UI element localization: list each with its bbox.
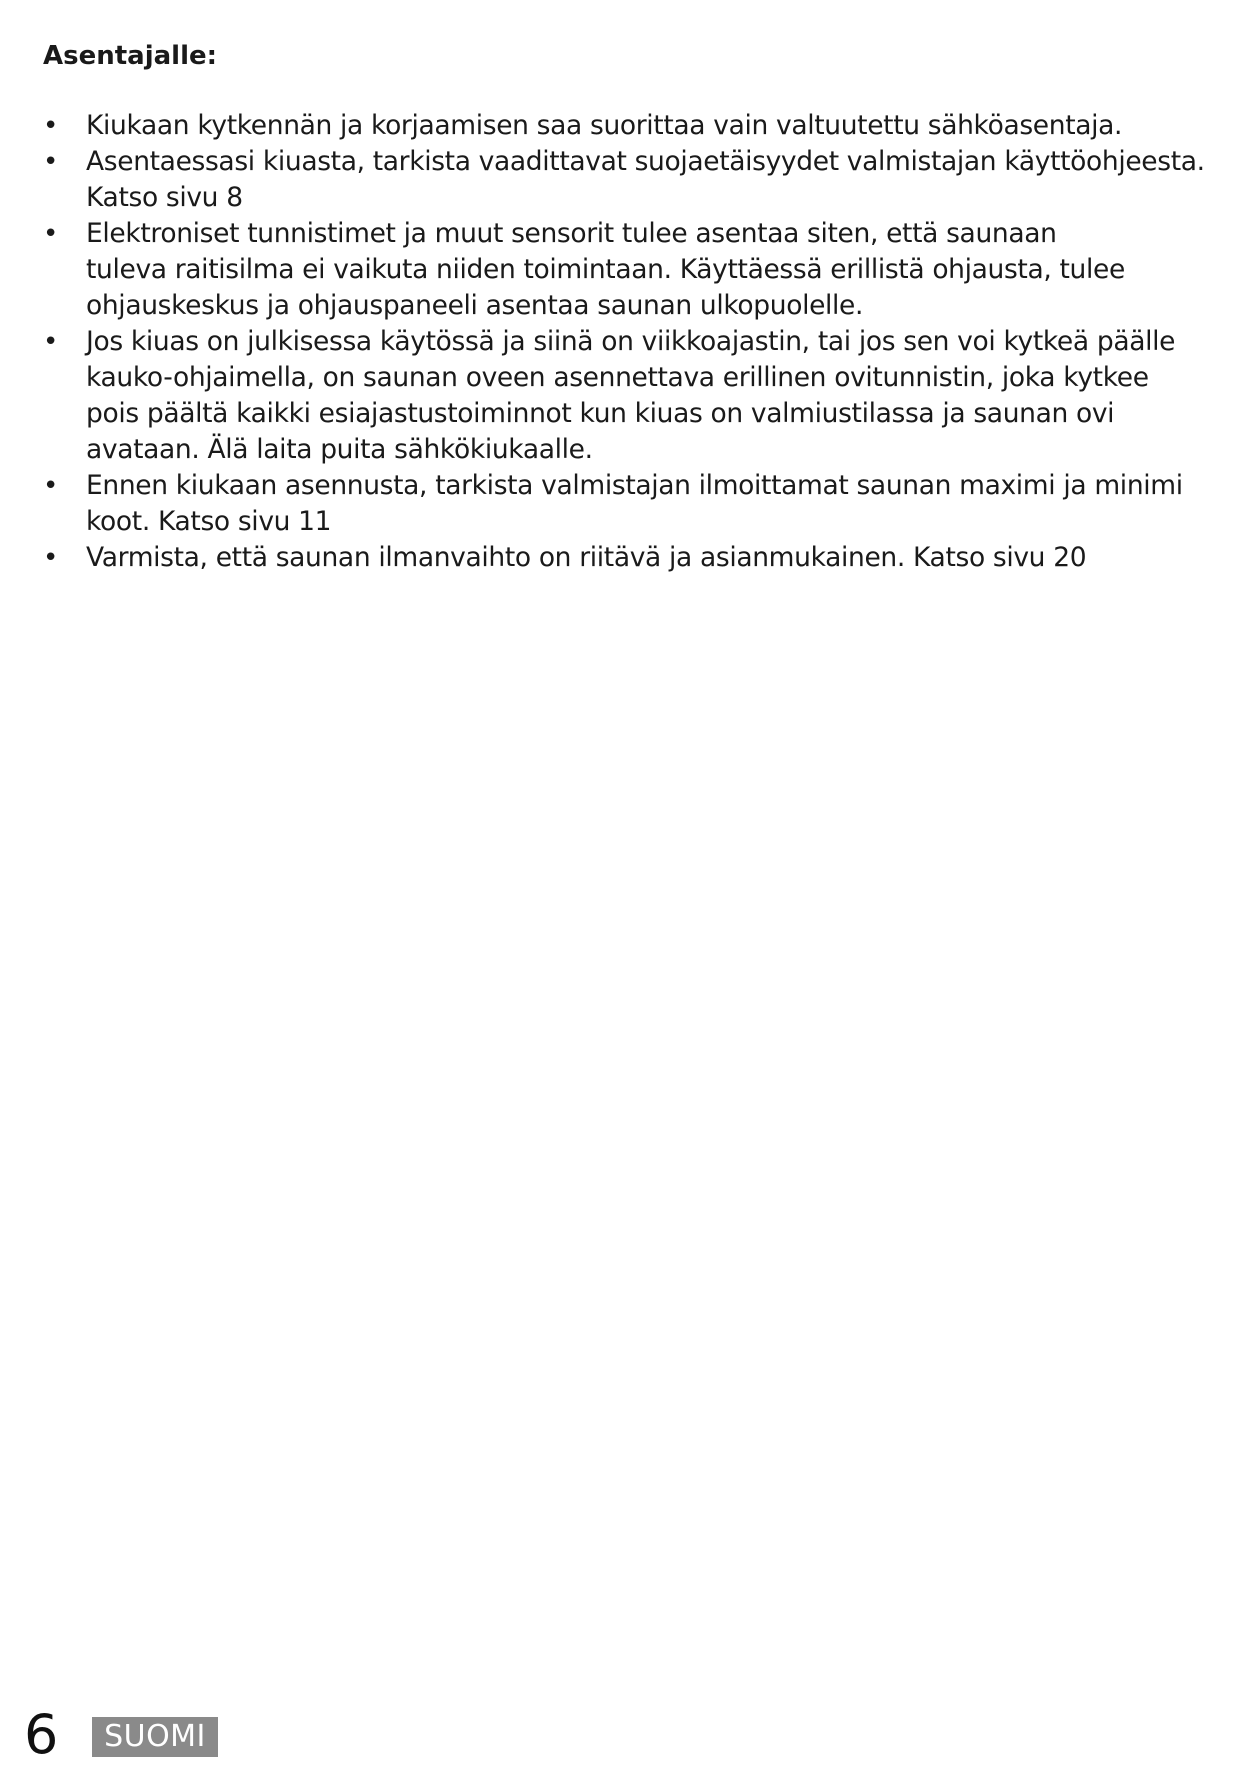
- page-number: 6: [24, 1703, 59, 1766]
- installer-instructions-list: [43, 108, 1223, 576]
- list-item-line: Asentaessasi kiuasta, tarkista vaadittavat suojaetäisyydet valmistajan käyttöohjeesta.: [86, 146, 1205, 177]
- list-item-line: ohjauskeskus ja ohjauspaneeli asentaa saunan ulkopuolelle.: [86, 290, 864, 321]
- list-item-line: Ennen kiukaan asennusta, tarkista valmistajan ilmoittamat saunan maximi ja minimi: [86, 470, 1183, 501]
- bullet-icon: •: [43, 471, 58, 501]
- language-badge: SUOMI: [92, 1717, 218, 1757]
- list-item-line: Jos kiuas on julkisessa käytössä ja siinä on viikkoajastin, tai jos sen voi kytkeä päälle: [86, 326, 1176, 357]
- list-item: [43, 216, 1223, 324]
- list-item-line: avataan. Älä laita puita sähkökiukaalle.: [86, 434, 593, 465]
- list-item: [43, 468, 1223, 540]
- list-item: [43, 540, 1223, 576]
- bullet-icon: •: [43, 219, 58, 249]
- list-item-line: koot. Katso sivu 11: [86, 506, 332, 537]
- list-item: [43, 144, 1223, 216]
- list-item: [43, 108, 1223, 144]
- bullet-icon: •: [43, 543, 58, 573]
- list-item-line: kauko-ohjaimella, on saunan oveen asennettava erillinen ovitunnistin, joka kytkee: [86, 362, 1149, 393]
- list-item: [43, 324, 1223, 468]
- list-item-line: Elektroniset tunnistimet ja muut sensorit tulee asentaa siten, että saunaan: [86, 218, 1057, 249]
- list-item-line: pois päältä kaikki esiajastustoiminnot kun kiuas on valmiustilassa ja saunan ovi: [86, 398, 1115, 429]
- list-item-line: Varmista, että saunan ilmanvaihto on riitävä ja asianmukainen. Katso sivu 20: [86, 542, 1087, 573]
- bullet-icon: •: [43, 327, 58, 357]
- list-item-line: Katso sivu 8: [86, 182, 243, 213]
- bullet-icon: •: [43, 111, 58, 141]
- section-heading: Asentajalle:: [43, 41, 218, 71]
- list-item-line: tuleva raitisilma ei vaikuta niiden toimintaan. Käyttäessä erillistä ohjausta, tulee: [86, 254, 1125, 285]
- list-item-line: Kiukaan kytkennän ja korjaamisen saa suorittaa vain valtuutettu sähköasentaja.: [86, 110, 1123, 141]
- bullet-icon: •: [43, 147, 58, 177]
